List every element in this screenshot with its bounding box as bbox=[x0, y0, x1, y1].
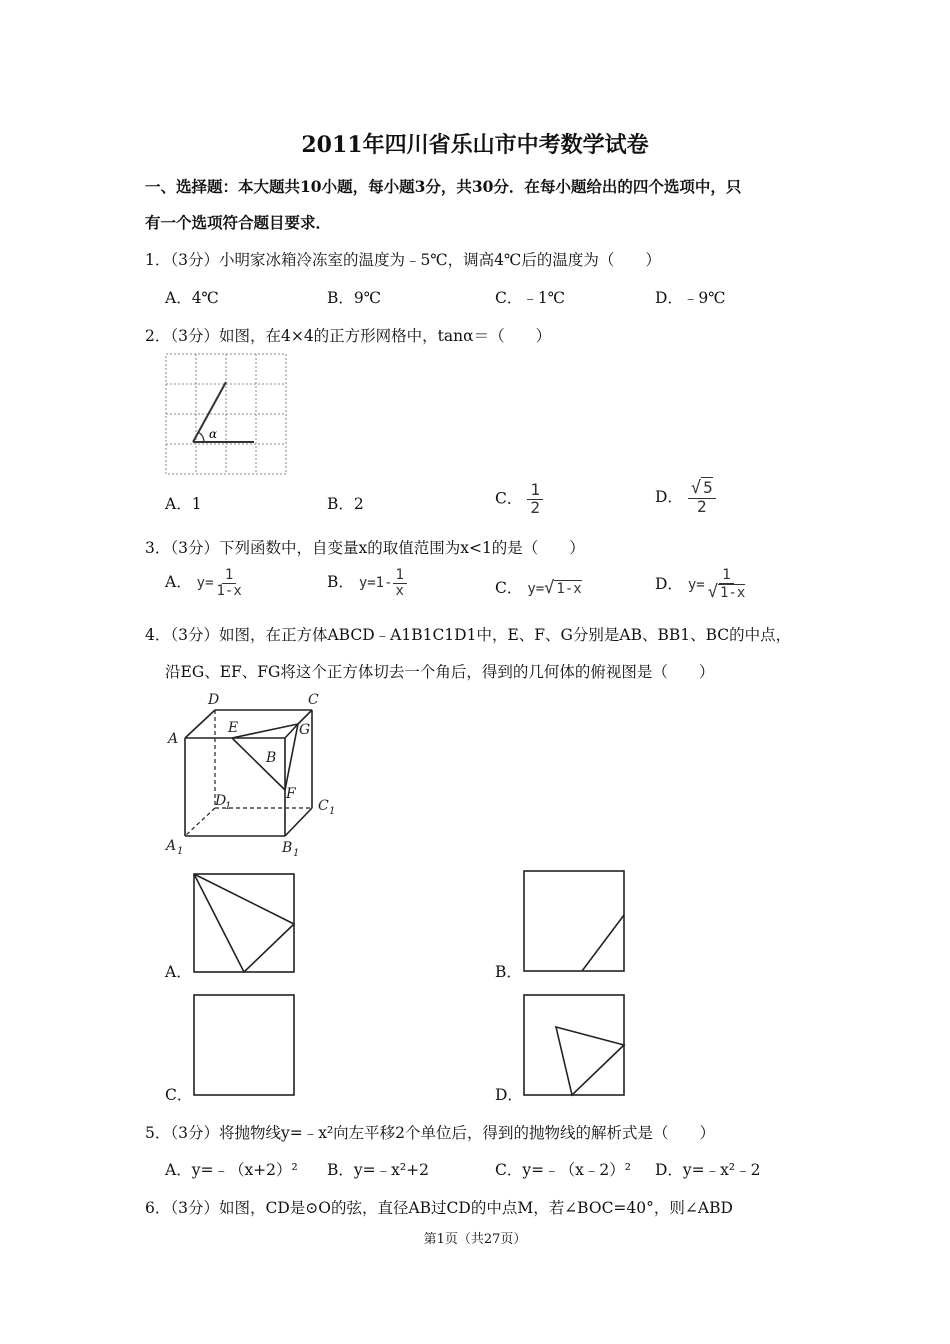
svg-text:D: D bbox=[208, 692, 220, 708]
q5-option-d: D．y=﹣x²﹣2 bbox=[655, 1161, 761, 1179]
svg-text:1: 1 bbox=[329, 806, 336, 817]
svg-text:A: A bbox=[166, 838, 177, 854]
q4-option-c-label: C． bbox=[165, 1086, 193, 1104]
svg-text:A: A bbox=[168, 731, 179, 747]
svg-text:F: F bbox=[286, 786, 296, 802]
q4-option-b-figure bbox=[522, 869, 626, 973]
q3-option-c: C． y=√ 1-x bbox=[495, 578, 582, 598]
svg-text:C: C bbox=[318, 798, 329, 814]
svg-text:B: B bbox=[266, 750, 277, 766]
q4-option-d-label: D． bbox=[495, 1086, 523, 1104]
alpha-label: α bbox=[209, 427, 218, 441]
section-heading-line2: 有一个选项符合题目要求． bbox=[145, 213, 332, 232]
q4-stem-line2: 沿EG、EF、FG将这个正方体切去一个角后，得到的几何体的俯视图是（ ） bbox=[165, 663, 715, 681]
svg-text:B: B bbox=[282, 840, 293, 856]
svg-text:1: 1 bbox=[177, 846, 184, 857]
q5-stem: 5．（3分）将抛物线y=﹣x²向左平移2个单位后，得到的抛物线的解析式是（ ） bbox=[145, 1124, 716, 1142]
svg-text:G: G bbox=[299, 722, 311, 738]
q3-stem: 3．（3分）下列函数中，自变量x的取值范围为x<1的是（ ） bbox=[145, 539, 585, 557]
q1-option-d: D．﹣9℃ bbox=[655, 289, 726, 307]
svg-text:E: E bbox=[228, 720, 239, 736]
q3-option-b: B． y=1- $\frac{1}{x}$ bbox=[327, 568, 407, 598]
q4-option-a-figure bbox=[192, 872, 296, 974]
svg-text:D: D bbox=[215, 793, 227, 809]
q4-option-c-figure bbox=[192, 993, 296, 1097]
q4-stem-line1: 4．（3分）如图，在正方体ABCD﹣A1B1C1D1中，E、F、G分别是AB、BB1、BC的中点， bbox=[145, 626, 792, 644]
page-footer: 第1页（共27页） bbox=[423, 1232, 527, 1247]
q2-option-c: C． $\frac{1}{2}$ bbox=[495, 482, 543, 517]
q4-option-d-figure bbox=[522, 993, 626, 1097]
q1-option-a: A．4℃ bbox=[165, 289, 219, 307]
q5-option-b: B．y=﹣x²+2 bbox=[327, 1161, 429, 1179]
q4-cube-figure bbox=[160, 688, 350, 860]
svg-text:C: C bbox=[308, 692, 319, 708]
q6-stem: 6．（3分）如图，CD是⊙O的弦，直径AB过CD的中点M，若∠BOC=40°，则∠ABD bbox=[145, 1199, 733, 1217]
svg-text:1: 1 bbox=[225, 801, 232, 812]
q5-option-c: C．y=﹣（x﹣2）² bbox=[495, 1161, 631, 1179]
q2-option-b: B．2 bbox=[327, 495, 364, 513]
q3-option-a: A． y= $\frac{1}{1-x}$ bbox=[165, 567, 242, 599]
q1-option-b: B．9℃ bbox=[327, 289, 382, 307]
q2-option-d: D． $\frac{√ 5}{2}$ bbox=[655, 480, 716, 516]
q2-grid-figure bbox=[164, 352, 288, 476]
section-heading-line1: 一、选择题：本大题共10小题，每小题3分，共30分．在每小题给出的四个选项中，只 bbox=[145, 177, 742, 196]
q4-option-b-label: B． bbox=[495, 963, 522, 981]
q1-stem: 1．（3分）小明家冰箱冷冻室的温度为﹣5℃，调高4℃后的温度为（ ） bbox=[145, 251, 661, 269]
q4-option-a-label: A． bbox=[165, 963, 192, 981]
q2-option-a: A．1 bbox=[165, 495, 202, 513]
page-title: 2011年四川省乐山市中考数学试卷 bbox=[301, 132, 649, 158]
svg-text:1: 1 bbox=[293, 848, 300, 859]
q3-option-d: D． y= $\frac{1}{√ 1-x}$ bbox=[655, 567, 746, 602]
q2-stem: 2．（3分）如图，在4×4的正方形网格中，tanα＝（ ） bbox=[145, 327, 552, 345]
angle-arc bbox=[198, 432, 204, 442]
q1-option-c: C．﹣1℃ bbox=[495, 289, 566, 307]
q5-option-a: A．y=﹣（x+2）² bbox=[165, 1161, 298, 1179]
